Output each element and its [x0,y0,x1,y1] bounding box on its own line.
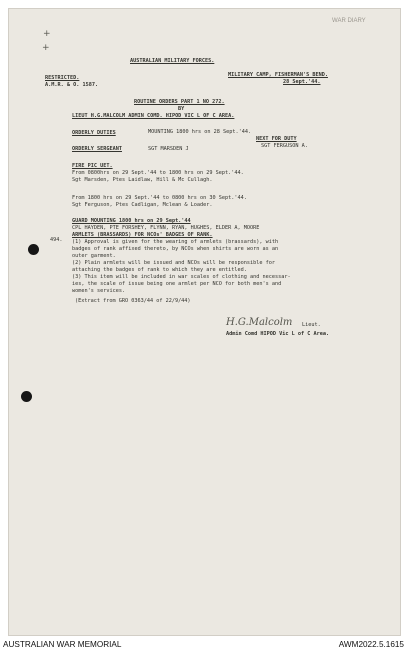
guard-names: CPL HAYDEN, PTE FORSHEY, FLYNN, RYAN, HUGHES, ELDER A, MOORE [72,225,260,231]
signature-rank: Lieut. [302,322,321,328]
paragraph-line: (3) This item will be included in war scales of clothing and necessar- [72,274,291,280]
pencil-mark: + [42,43,50,53]
place: MILITARY CAMP, FISHERMAN'S BEND. [228,72,328,78]
fire-picquet-line: From 1800 hrs on 29 Sept.'44 to 0800 hrs on 30 Sept.'44. [72,195,247,201]
paragraph-line: badges of rank affixed thereto, by NCOs when shirts are worn as an [72,246,279,252]
orderly-duties-label: ORDERLY DUTIES [72,130,116,136]
pencil-mark: + [43,29,51,39]
by-line: BY [178,106,185,112]
paragraph-number: 494. [50,237,63,243]
footer-institution: AUSTRALIAN WAR MEMORIAL [3,640,122,649]
punch-hole [21,391,32,402]
paragraph-line: outer garment. [72,253,116,259]
orderly-sergeant-label: ORDERLY SERGEANT [72,146,122,152]
orderly-sergeant: SGT MARSDEN J [148,146,189,152]
paragraph-line: women's services. [72,288,126,294]
next-sergeant: SGT FERGUSON A. [261,143,308,149]
guard-label: GUARD MOUNTING 1800 hrs on 29 Sept.'44 [72,218,191,224]
extract-reference: (Extract from GRO 0363/44 of 22/9/44) [75,298,191,304]
signature-title: Admin Comd HIPOD Vic L of C Area. [226,331,330,337]
war-diary-annotation: WAR DIARY [332,18,366,24]
paragraph-line: ies, the scale of issue being one armlet per NCO for both men's and [72,281,282,287]
next-for-duty: NEXT FOR DUTY [256,136,297,142]
paragraph-line: (1) Approval is given for the wearing of armlets (brassards), with [72,239,279,245]
paragraph-heading: ARMLETS (BRASSARDS) FOR NCOs' BADGES OF RANK. [72,232,213,238]
paragraph-line: (2) Plain armlets will be issued and NCOs will be responsible for [72,260,276,266]
classification: RESTRICTED. [45,75,80,81]
fire-picquet-label: FIRE PIC UET. [72,163,113,169]
document-title: AUSTRALIAN MILITARY FORCES. [130,58,215,64]
mounting: MOUNTING 1800 hrs on 28 Sept.'44. [148,129,252,135]
reference: A.M.R. & O. 1587. [45,82,99,88]
footer-accession-number: AWM2022.5.1615 [338,640,404,649]
issuer: LIEUT H.G.MALCOLM ADMIN COMD. HIPOD VIC L OF C AREA. [72,113,235,119]
paragraph-line: attaching the badges of rank to which they are entitled. [72,267,247,273]
order-date: 28 Sept.'44. [283,79,321,85]
punch-hole [28,244,39,255]
signature: H.G.Malcolm [226,317,293,328]
fire-picquet-line: From 0800hrs on 29 Sept.'44 to 1800 hrs on 29 Sept.'44. [72,170,244,176]
order-title: ROUTINE ORDERS PART 1 NO 272. [134,99,225,105]
fire-picquet-line: Sgt Marsden, Ptes Laidlaw, Hill & Mc Cullagh. [72,177,213,183]
fire-picquet-line: Sgt Ferguson, Ptes Cadligan, Mclean & Loader. [72,202,213,208]
